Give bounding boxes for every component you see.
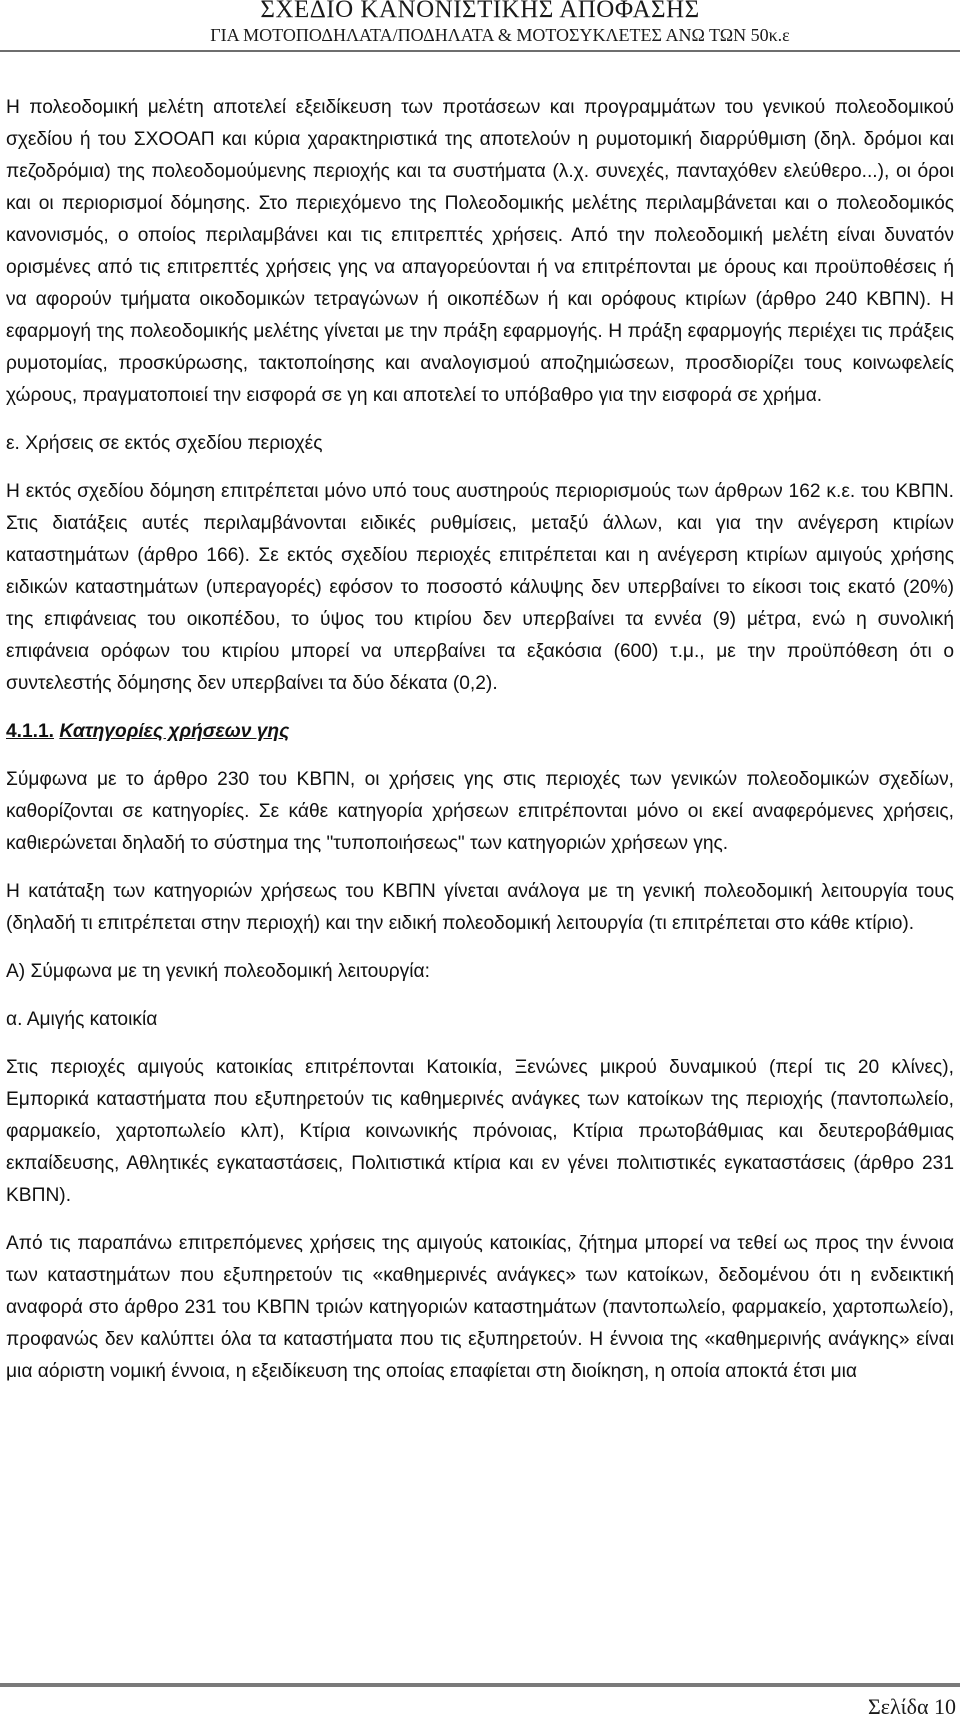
paragraph-out-of-plan: Η εκτός σχεδίου δόμηση επιτρέπεται μόνο υπό τους αυστηρούς περιορισμούς των άρθρων 162 κ.ε. του ΚΒΠΝ. Στις διατάξεις αυτές περιλαμβάνονται ειδικές ρυθμίσεις, μεταξύ άλλων, και για την ανέγερση κτιρίων καταστημάτων (άρθρο 166). Σε εκτός σχεδίου περιοχές επιτρέπεται και η ανέγερση κτιρίων αμιγούς χρήσης ειδικών καταστημάτων (υπεραγορές) εφόσον το ποσοστό κάλυψης δεν υπερβαίνει το είκοσι τοις εκατό (20%) της επιφάνειας του οικοπέδου, το ύψος του κτιρίου δεν υπερβαίνει τα εννέα (9) μέτρα, ενώ η συνολική επιφάνεια ορόφων του κτιρίου μπορεί να υπερβαίνει τα εξακόσια (600) τ.μ., με την προϋπόθεση ότι ο συντελεστής δόμησης δεν υπερβαίνει τα δύο δέκατα (0,2). — [6, 481, 954, 694]
paragraph-pure-residential: Στις περιοχές αμιγούς κατοικίας επιτρέπονται Κατοικία, Ξενώνες μικρού δυναμικού (περί τις 20 κλίνες), Εμπορικά καταστήματα που εξυπηρετούν τις καθημερινές ανάγκες των κατοίκων της περιοχής (παντοπωλείο, φαρμακείο, χαρτοπωλείο κλπ), Κτίρια κοινωνικής πρόνοιας, Κτίρια πρωτοβάθμιας και δευτεροβάθμιας εκπαίδευσης, Αθλητικές εγκαταστάσεις, Πολιτιστικά κτίρια και εν γένει πολιτιστικές εγκαταστάσεις (άρθρο 231 ΚΒΠΝ). — [6, 1057, 954, 1206]
header-title: ΣΧΕΔΙΟ ΚΑΝΟΝΙΣΤΙΚΗΣ ΑΠΟΦΑΣΗΣ — [260, 0, 700, 23]
paragraph-urban-study: Η πολεοδομική μελέτη αποτελεί εξειδίκευση των προτάσεων και προγραμμάτων του γενικού πολεοδομικού σχεδίου ή του ΣΧΟΟΑΠ και κύρια χαρακτηριστικά της αποτελούν η ρυμοτομική διαρρύθμιση (δηλ. δρόμοι και πεζοδρόμια) της πολεοδομούμενης περιοχής και τα συστήματα (λ.χ. συνεχές, πανταχόθεν ελεύθερο...), οι όροι και οι περιορισμοί δόμησης. Στο περιεχόμενο της Πολεοδομικής μελέτης περιλαμβάνεται και ο πολεοδομικός κανονισμός, ο οποίος περιλαμβάνει και τις επιτρεπτές χρήσεις. Από την πολεοδομική μελέτη είναι δυνατόν ορισμένες από τις επιτρεπτές χρήσεις γης να απαγορεύονται ή να επιτρέπονται με όρους και προϋποθέσεις ή να αφορούν τμήματα οικοδομικών τετραγώνων ή οικοπέδων ή και ορόφους κτιρίων (άρθρο 240 ΚΒΠΝ). Η εφαρμογή της πολεοδομικής μελέτης γίνεται με την πράξη εφαρμογής. Η πράξη εφαρμογής περιέχει τις πράξεις ρυμοτομίας, προσκύρωσης, τακτοποίησης και αναλογισμού αποζημιώσεων, προσδιορίζει τους κοινωφελείς χώρους, πραγματοποιεί την εισφορά σε γη και αποτελεί το υπόβαθρο για την εισφορά σε χρήμα. — [6, 97, 954, 406]
section-title: Κατηγορίες χρήσεων γης — [59, 721, 290, 742]
paragraph-out-of-plan-heading: ε. Χρήσεις σε εκτός σχεδίου περιοχές — [6, 433, 323, 454]
paragraph-classification: Η κατάταξη των κατηγοριών χρήσεως του ΚΒΠΝ γίνεται ανάλογα με τη γενική πολεοδομική λειτουργία τους (δηλαδή τι επιτρέπεται στην περιοχή) και την ειδική πολεοδομική λειτουργία (τι επιτρέπεται στο κάθε κτίριο). — [6, 881, 954, 934]
document-body — [6, 92, 954, 1388]
header-rule — [0, 50, 960, 52]
paragraph-daily-needs: Από τις παραπάνω επιτρεπόμενες χρήσεις της αμιγούς κατοικίας, ζήτημα μπορεί να τεθεί ως προς την έννοια των καταστημάτων που εξυπηρετούν τις «καθημερινές ανάγκες» των κατοίκων, δεδομένου ότι η ενδεικτική αναφορά στο άρθρο 231 του ΚΒΠΝ τριών κατηγοριών καταστημάτων (παντοπωλείο, φαρμακείο, χαρτοπωλείο), προφανώς δεν καλύπτει όλα τα καταστήματα που τις εξυπηρετούν. Η έννοια της «καθημερινής ανάγκης» είναι μια αόριστη νομική έννοια, η εξειδίκευση της οποίας επαφίεται στη διοίκηση, η οποία αποκτά έτσι μια — [6, 1233, 954, 1382]
page-number: Σελίδα 10 — [867, 1694, 956, 1719]
paragraph-pure-residential-heading: α. Αμιγής κατοικία — [6, 1009, 158, 1030]
header-subtitle: ΓΙΑ ΜΟΤΟΠΟΔΗΛΑΤΑ/ΠΟΔΗΛΑΤΑ & ΜΟΤΟΣΥΚΛΕΤΕΣ ΑΝΩ ΤΩΝ 50κ.ε — [210, 25, 790, 45]
footer-rule — [0, 1683, 960, 1687]
page-header — [0, 0, 960, 45]
section-number: 4.1.1. — [6, 721, 55, 742]
paragraph-general-function: Α) Σύμφωνα με τη γενική πολεοδομική λειτουργία: — [6, 961, 430, 982]
paragraph-land-use-categories: Σύμφωνα με το άρθρο 230 του ΚΒΠΝ, οι χρήσεις γης στις περιοχές των γενικών πολεοδομικών σχεδίων, καθορίζονται σε κατηγορίες. Σε κάθε κατηγορία χρήσεων επιτρέπονται μόνο οι εκεί αναφερόμενες χρήσεις, καθιερώνεται δηλαδή το σύστημα της "τυποποιήσεως" των κατηγοριών χρήσεων γης. — [6, 769, 954, 854]
section-heading — [6, 716, 954, 748]
